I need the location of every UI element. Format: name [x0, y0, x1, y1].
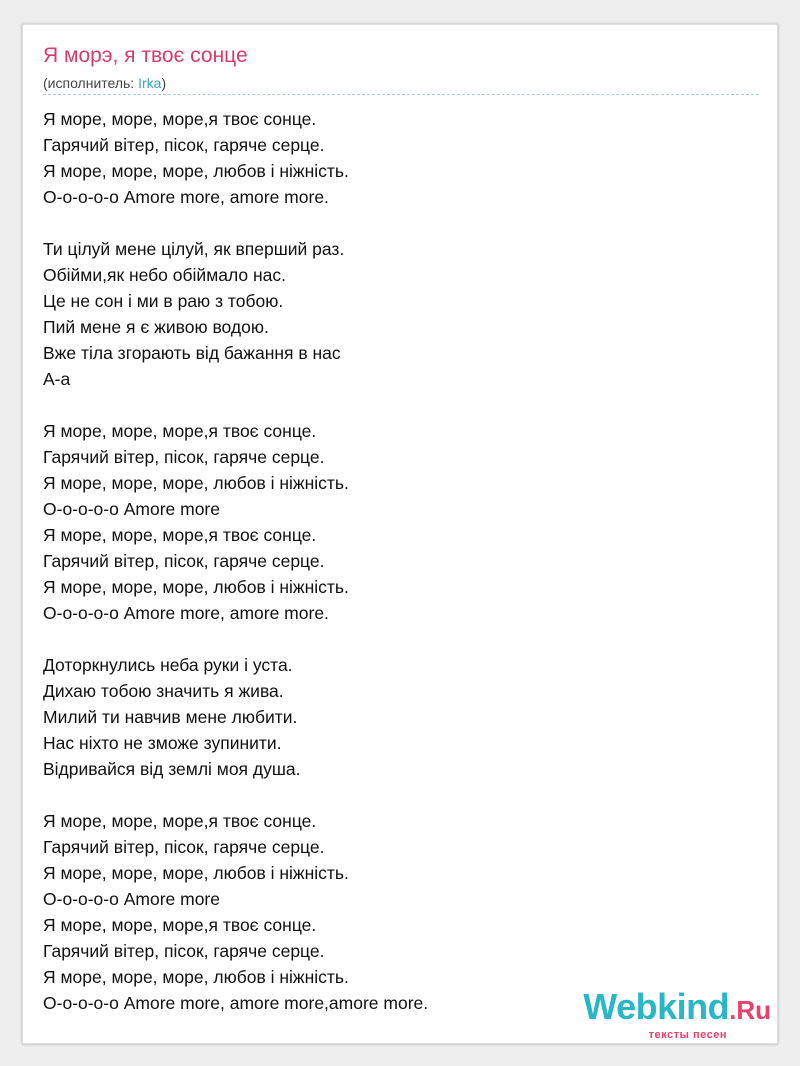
lyric-line: Я море, море, море, любов і ніжність. — [43, 967, 349, 987]
lyric-line: Я море, море, море,я твоє сонце. — [43, 811, 317, 831]
lyric-line: Я море, море, море, любов і ніжність. — [43, 473, 349, 493]
title-divider — [43, 94, 759, 95]
stanza-break — [43, 782, 743, 808]
lyric-line: Я море, море, море, любов і ніжність. — [43, 161, 349, 181]
lyric-line: Нас ніхто не зможе зупинити. — [43, 733, 282, 753]
lyric-line: Дихаю тобою значить я жива. — [43, 681, 284, 701]
performer-prefix: (исполнитель: — [43, 75, 139, 91]
lyric-line: А-а — [43, 369, 71, 389]
stanza-break — [43, 392, 743, 418]
lyric-line: Це не сон і ми в раю з тобою. — [43, 291, 284, 311]
lyric-line: Доторкнулись неба руки і уста. — [43, 655, 293, 675]
lyric-line: Я море, море, море,я твоє сонце. — [43, 421, 317, 441]
stanza-break — [43, 626, 743, 652]
performer-link[interactable]: Irka — [138, 75, 162, 91]
watermark-tagline: тексты песен — [648, 1029, 727, 1041]
lyrics-card — [22, 24, 778, 1044]
lyric-line: Милий ти навчив мене любити. — [43, 707, 298, 727]
lyrics-body — [43, 106, 743, 1016]
song-title: Я морэ, я твоє сонце — [43, 44, 248, 67]
watermark-brand: Webkind — [583, 986, 730, 1027]
lyric-line: Гарячий вітер, пісок, гаряче серце. — [43, 135, 325, 155]
lyric-line: Ти цілуй мене цілуй, як вперший раз. — [43, 239, 345, 259]
lyric-line: Вже тіла згорають від бажання в нас — [43, 343, 341, 363]
performer-line — [43, 75, 166, 91]
lyric-line: О-о-о-о-о Amore more, amore more. — [43, 187, 329, 207]
lyric-line: О-о-о-о-о Amore more, amore more,amore more. — [43, 993, 429, 1013]
watermark-domain: .Ru — [729, 995, 771, 1025]
lyric-line: Я море, море, море,я твоє сонце. — [43, 525, 317, 545]
site-watermark — [583, 986, 771, 1041]
lyric-line: Я море, море, море,я твоє сонце. — [43, 915, 317, 935]
lyric-line: Гарячий вітер, пісок, гаряче серце. — [43, 447, 325, 467]
watermark-logo — [583, 986, 771, 1033]
stanza-break — [43, 210, 743, 236]
lyric-line: О-о-о-о-о Amore more — [43, 889, 220, 909]
lyric-line: Гарячий вітер, пісок, гаряче серце. — [43, 837, 325, 857]
lyric-line: Відривайся від землі моя душа. — [43, 759, 301, 779]
performer-suffix: ) — [161, 75, 167, 91]
lyric-line: Гарячий вітер, пісок, гаряче серце. — [43, 941, 325, 961]
lyric-line: Гарячий вітер, пісок, гаряче серце. — [43, 551, 325, 571]
lyric-line: О-о-о-о-о Amore more, amore more. — [43, 603, 329, 623]
lyric-line: О-о-о-о-о Amore more — [43, 499, 220, 519]
lyric-line: Я море, море, море, любов і ніжність. — [43, 863, 349, 883]
lyric-line: Я море, море, море, любов і ніжність. — [43, 577, 349, 597]
lyric-line: Пий мене я є живою водою. — [43, 317, 269, 337]
lyric-line: Обійми,як небо обіймало нас. — [43, 265, 286, 285]
lyric-line: Я море, море, море,я твоє сонце. — [43, 109, 317, 129]
